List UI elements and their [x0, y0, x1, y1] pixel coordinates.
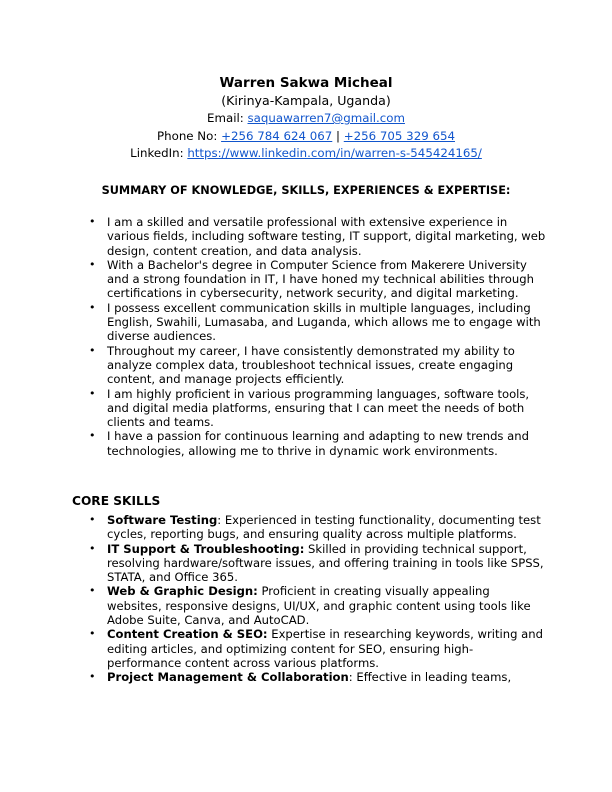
bullet-icon: • — [89, 257, 96, 271]
candidate-name: Warren Sakwa Micheal — [219, 75, 393, 91]
linkedin-label: LinkedIn: — [130, 146, 188, 160]
core-skill-item — [89, 670, 547, 685]
summary-list — [89, 215, 547, 458]
bullet-icon: • — [89, 627, 96, 641]
core-skills-list — [89, 513, 547, 685]
phone-separator: | — [332, 128, 344, 143]
summary-heading: SUMMARY OF KNOWLEDGE, SKILLS, EXPERIENCES & EXPERTISE: — [101, 184, 511, 197]
core-skill-item — [89, 627, 547, 670]
resume-header — [0, 74, 612, 163]
bullet-icon: • — [89, 513, 96, 526]
skill-description: : Effective in leading teams, — [348, 670, 512, 685]
email-link[interactable]: saquawarren7@gmail.com — [247, 111, 405, 125]
core-skill-item — [89, 584, 547, 628]
summary-text: I possess excellent communication skills in multiple languages, including English, Swahili, Lumasaba, and Luganda, which allows me to engage with diverse audiences. — [107, 300, 541, 344]
candidate-location: (Kirinya-Kampala, Uganda) — [221, 93, 391, 108]
skill-title: IT Support & Troubleshooting: — [107, 541, 305, 556]
core-skill-item — [89, 513, 547, 542]
email-line — [0, 110, 612, 128]
summary-bullet — [89, 386, 547, 430]
skill-title: Software Testing — [107, 513, 218, 527]
bullet-icon: • — [89, 670, 96, 684]
skill-title: Content Creation & SEO: — [107, 627, 268, 642]
summary-bullet — [89, 257, 547, 301]
summary-text: With a Bachelor's degree in Computer Science from Makerere University and a strong foundation in IT, I have honed my technical abilities through certifications in cybersecurity, network security, and digital marketing. — [107, 257, 534, 301]
bullet-icon: • — [89, 386, 96, 400]
summary-text: I am a skilled and versatile professional with extensive experience in various fields, including software testing, IT support, digital marketing, web design, content creation, and data analysis. — [107, 215, 546, 258]
phone-link-2[interactable]: +256 705 329 654 — [343, 128, 455, 143]
linkedin-line — [0, 145, 612, 163]
summary-bullet — [89, 300, 547, 344]
core-skills-heading: CORE SKILLS — [72, 494, 161, 508]
summary-bullet — [89, 215, 547, 258]
summary-text: Throughout my career, I have consistently demonstrated my ability to analyze complex data, troubleshoot technical issues, create engaging content, and manage projects efficiently. — [107, 343, 515, 387]
bullet-icon: • — [89, 300, 96, 314]
skill-title: Project Management & Collaboration — [107, 670, 349, 685]
email-label: Email: — [207, 111, 248, 125]
core-skill-item — [89, 541, 547, 585]
bullet-icon: • — [89, 429, 96, 443]
bullet-icon: • — [89, 215, 96, 228]
phone-line — [0, 128, 612, 146]
linkedin-link[interactable]: https://www.linkedin.com/in/warren-s-545424165/ — [187, 146, 482, 160]
summary-text: I have a passion for continuous learning and adapting to new trends and technologies, allowing me to thrive in dynamic work environments. — [107, 429, 529, 458]
bullet-icon: • — [89, 541, 96, 555]
skill-description: Proficient in creating visually appealing websites, responsive designs, UI/UX, and graphic content using tools like Adobe Suite, Canva, and AutoCAD. — [107, 584, 531, 628]
bullet-icon: • — [89, 343, 96, 357]
bullet-icon: • — [89, 584, 96, 598]
phone-link-1[interactable]: +256 784 624 067 — [221, 128, 333, 143]
summary-bullet — [89, 343, 547, 387]
skill-title: Web & Graphic Design: — [107, 584, 258, 599]
summary-bullet — [89, 429, 547, 458]
skill-description: Skilled in providing technical support, resolving hardware/software issues, and offering training in tools like SPSS, STATA, and Office 365. — [107, 541, 544, 585]
skill-description: : Experienced in testing functionality, documenting test cycles, reporting bugs, and ensuring quality across multiple platforms. — [107, 513, 541, 542]
skill-description: Expertise in researching keywords, writing and editing articles, and optimizing content for SEO, ensuring high-performance content across various platforms. — [107, 627, 543, 670]
phone-label: Phone No: — [157, 128, 222, 143]
summary-text: I am highly proficient in various programming languages, software tools, and digital media platforms, ensuring that I can meet the needs of both clients and teams. — [107, 386, 530, 430]
